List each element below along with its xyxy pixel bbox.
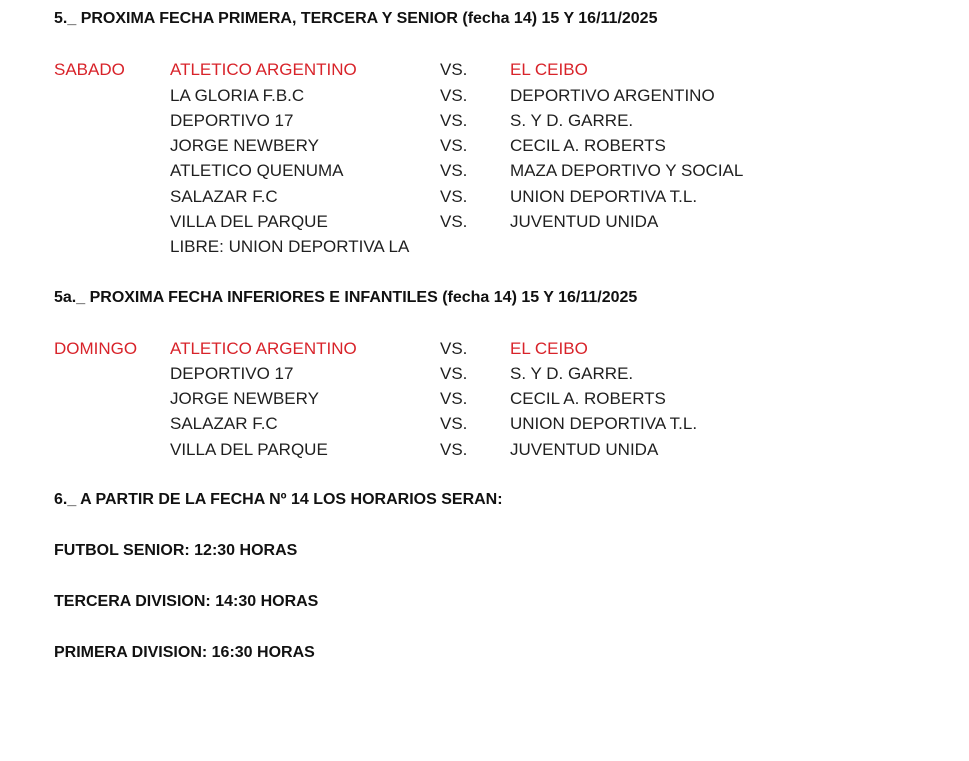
match-row <box>0 339 969 363</box>
match-row <box>0 86 969 110</box>
home-team: JORGE NEWBERY <box>170 136 319 155</box>
versus-label: VS. <box>440 60 468 79</box>
home-team: DEPORTIVO 17 <box>170 364 294 383</box>
schedule-primera: PRIMERA DIVISION: 16:30 HORAS <box>54 644 315 661</box>
versus-label: VS. <box>440 111 468 130</box>
versus-label: VS. <box>440 389 468 408</box>
away-team: CECIL A. ROBERTS <box>510 389 666 408</box>
match-row <box>0 187 969 211</box>
home-team: ATLETICO ARGENTINO <box>170 60 357 79</box>
bye-team: LIBRE: UNION DEPORTIVA LA <box>170 237 410 256</box>
home-team: VILLA DEL PARQUE <box>170 212 328 231</box>
versus-label: VS. <box>440 364 468 383</box>
match-day-label: DOMINGO <box>54 339 138 358</box>
match-row <box>0 440 969 464</box>
match-row <box>0 414 969 438</box>
away-team: UNION DEPORTIVA T.L. <box>510 187 698 206</box>
away-team: UNION DEPORTIVA T.L. <box>510 414 698 433</box>
away-team: EL CEIBO <box>510 339 588 358</box>
match-row <box>0 136 969 160</box>
match-row <box>0 60 969 84</box>
section-6-heading: 6._ A PARTIR DE LA FECHA Nº 14 LOS HORARIOS SERAN: <box>54 491 503 508</box>
match-day-label: SABADO <box>54 60 125 79</box>
away-team: DEPORTIVO ARGENTINO <box>510 86 715 105</box>
match-row <box>0 364 969 388</box>
away-team: MAZA DEPORTIVO Y SOCIAL <box>510 161 744 180</box>
match-row <box>0 161 969 185</box>
home-team: ATLETICO QUENUMA <box>170 161 344 180</box>
versus-label: VS. <box>440 414 468 433</box>
away-team: S. Y D. GARRE. <box>510 364 634 383</box>
away-team: CECIL A. ROBERTS <box>510 136 666 155</box>
versus-label: VS. <box>440 161 468 180</box>
section-5a-heading: 5a._ PROXIMA FECHA INFERIORES E INFANTILES (fecha 14) 15 Y 16/11/2025 <box>54 289 638 306</box>
versus-label: VS. <box>440 86 468 105</box>
home-team: SALAZAR F.C <box>170 414 278 433</box>
section-5-heading: 5._ PROXIMA FECHA PRIMERA, TERCERA Y SENIOR (fecha 14) 15 Y 16/11/2025 <box>54 10 658 27</box>
home-team: VILLA DEL PARQUE <box>170 440 328 459</box>
away-team: EL CEIBO <box>510 60 588 79</box>
match-row <box>0 111 969 135</box>
versus-label: VS. <box>440 212 468 231</box>
away-team: JUVENTUD UNIDA <box>510 440 659 459</box>
versus-label: VS. <box>440 440 468 459</box>
home-team: DEPORTIVO 17 <box>170 111 294 130</box>
home-team: JORGE NEWBERY <box>170 389 319 408</box>
away-team: S. Y D. GARRE. <box>510 111 634 130</box>
home-team: LA GLORIA F.B.C <box>170 86 305 105</box>
match-row <box>0 212 969 236</box>
versus-label: VS. <box>440 187 468 206</box>
home-team: ATLETICO ARGENTINO <box>170 339 357 358</box>
versus-label: VS. <box>440 339 468 358</box>
home-team: SALAZAR F.C <box>170 187 278 206</box>
schedule-tercera: TERCERA DIVISION: 14:30 HORAS <box>54 593 319 610</box>
versus-label: VS. <box>440 136 468 155</box>
away-team: JUVENTUD UNIDA <box>510 212 659 231</box>
schedule-senior: FUTBOL SENIOR: 12:30 HORAS <box>54 542 298 559</box>
match-row <box>0 389 969 413</box>
